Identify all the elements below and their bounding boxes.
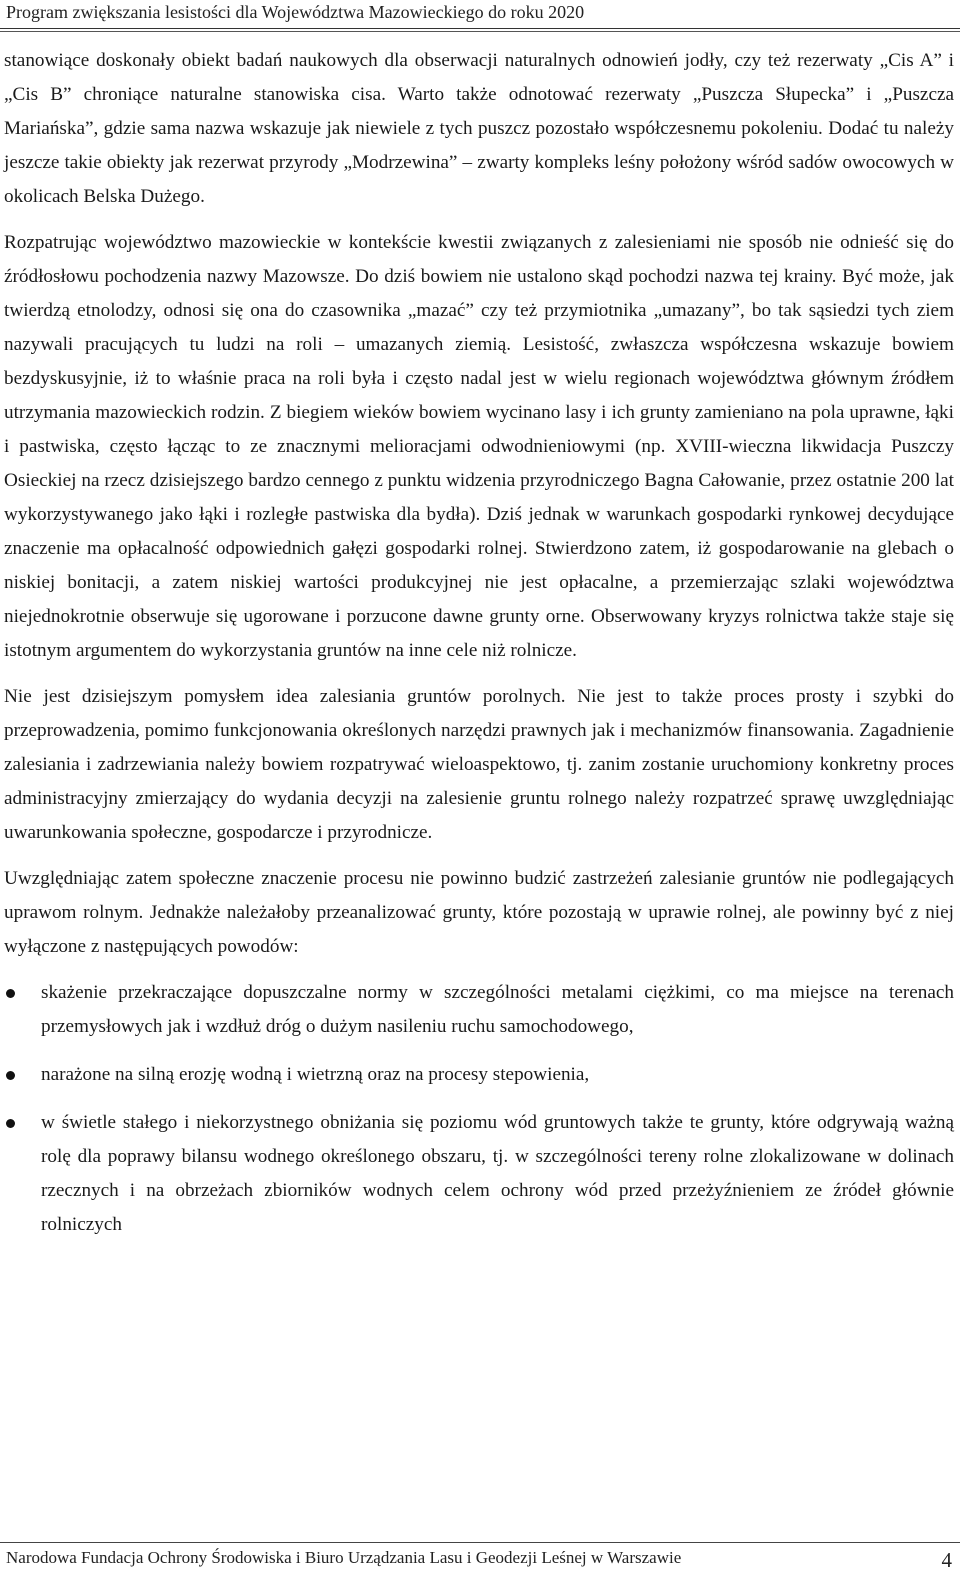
paragraph-2: Rozpatrując województwo mazowieckie w kontekście kwestii związanych z zalesieniami nie sposób nie odnieść się do źródłosłowu pochodzenia nazwy Mazowsze. Do dziś bowiem nie ustalono skąd pochodzi nazwa tej krainy. Być może, jak twierdzą etnolodzy, odnosi się ona do czasownika „mazać” czy też przymiotnika „umazany”, bo tak sąsiedzi tych ziem nazywali pracujących tu ludzi na roli – umazanych ziemią. Lesistość, zwłaszcza współczesna wskazuje bowiem bezdyskusyjnie, iż to właśnie praca na roli była i często nadal jest w wielu regionach województwa głównym źródłem utrzymania mazowieckich rodzin. Z biegiem wieków bowiem wycinano lasy i ich grunty zamieniano na pola uprawne, łąki i pastwiska, często łącząc to ze znacznymi melioracjami odwodnieniowymi (np. XVIII-wieczna likwidacja Puszczy Osieckiej na rzecz dzisiejszego bardzo cennego z punktu widzenia przyrodniczego Bagna Całowanie, przez ostatnie 200 lat wykorzystywanego jako łąki i rozległe pastwiska dla bydła). Dziś jednak w warunkach gospodarki rynkowej decydujące znaczenie ma opłacalność odpowiednich gałęzi gospodarki rolnej. Stwierdzono zatem, iż gospodarowanie na glebach o niskiej bonitacji, a zatem niskiej wartości produkcyjnej nie jest opłacalne, a przemierzając szlaki województwa niejednokrotnie obserwuje się ugorowane i porzucone dawne grunty orne. Obserwowany kryzys rolnictwa także staje się istotnym argumentem do wykorzystania gruntów na inne cele niż rolnicze.	[4, 232, 954, 661]
page-header	[0, 0, 960, 38]
bullet-list	[4, 976, 954, 1242]
bullet-item	[4, 1106, 954, 1242]
paragraph-4: Uwzględniając zatem społeczne znaczenie procesu nie powinno budzić zastrzeżeń zalesianie gruntów nie podlegających uprawom rolnym. Jednakże należałoby przeanalizować grunty, które pozostają w uprawie rolnej, ale powinny być z niej wyłączone z następujących powodów:	[4, 868, 954, 957]
header-title: Program zwiększania lesistości dla Województwa Mazowieckiego do roku 2020	[6, 2, 585, 22]
paragraph-3: Nie jest dzisiejszym pomysłem idea zalesiania gruntów porolnych. Nie jest to także proces prosty i szybki do przeprowadzenia, pomimo funkcjonowania określonych narzędzi prawnych jak i mechanizmów finansowania. Zagadnienie zalesiania i zadrzewiania należy bowiem rozpatrywać wieloaspektowo, tj. zanim zostanie uruchomiony konkretny proces administracyjny zmierzający do wydania decyzji na zalesienie gruntu rolnego należy rozpatrzeć sprawę uwzględniając uwarunkowania społeczne, gospodarcze i przyrodnicze.	[4, 686, 954, 843]
paragraph-1: stanowiące doskonały obiekt badań naukowych dla obserwacji naturalnych odnowień jodły, czy też rezerwaty „Cis A” i „Cis B” chroniące naturalne stanowiska cisa. Warto także odnotować rezerwaty „Puszcza Słupecka” i „Puszcza Mariańska”, gdzie sama nazwa wskazuje jak niewiele z tych puszcz pozostało współczesnemu pokoleniu. Dodać tu należy jeszcze takie obiekty jak rezerwat przyrody „Modrzewina” – zwarty kompleks leśny położony wśród sadów owocowych w okolicach Belska Dużego.	[4, 50, 954, 207]
header-rule-thin	[0, 31, 960, 32]
page-footer	[0, 1536, 960, 1573]
document-body	[4, 44, 954, 1256]
bullet-dot-icon	[6, 989, 15, 998]
header-rule	[0, 28, 960, 29]
page-number: 4	[941, 1548, 952, 1572]
bullet-dot-icon	[6, 1071, 15, 1080]
bullet-text: w świetle stałego i niekorzystnego obniżania się poziomu wód gruntowych także te grunty, które odgrywają ważną rolę dla poprawy bilansu wodnego określonego obszaru, tj. w szczególności tereny rolne zlokalizowane w dolinach rzecznych i na obrzeżach zbiorników wodnych celem ochrony wód przed przeżyźnieniem ze źródeł głównie rolniczych	[41, 1112, 954, 1235]
bullet-text: skażenie przekraczające dopuszczalne normy w szczególności metalami ciężkimi, co ma miejsce na terenach przemysłowych jak i wzdłuż dróg o dużym nasileniu ruchu samochodowego,	[41, 982, 954, 1037]
footer-text: Narodowa Fundacja Ochrony Środowiska i Biuro Urządzania Lasu i Geodezji Leśnej w Warszawie	[6, 1548, 682, 1567]
footer-rule	[0, 1542, 960, 1543]
bullet-text: narażone na silną erozję wodną i wietrzną oraz na procesy stepowienia,	[41, 1064, 590, 1085]
bullet-item	[4, 1058, 954, 1092]
bullet-dot-icon	[6, 1119, 15, 1128]
bullet-item	[4, 976, 954, 1044]
